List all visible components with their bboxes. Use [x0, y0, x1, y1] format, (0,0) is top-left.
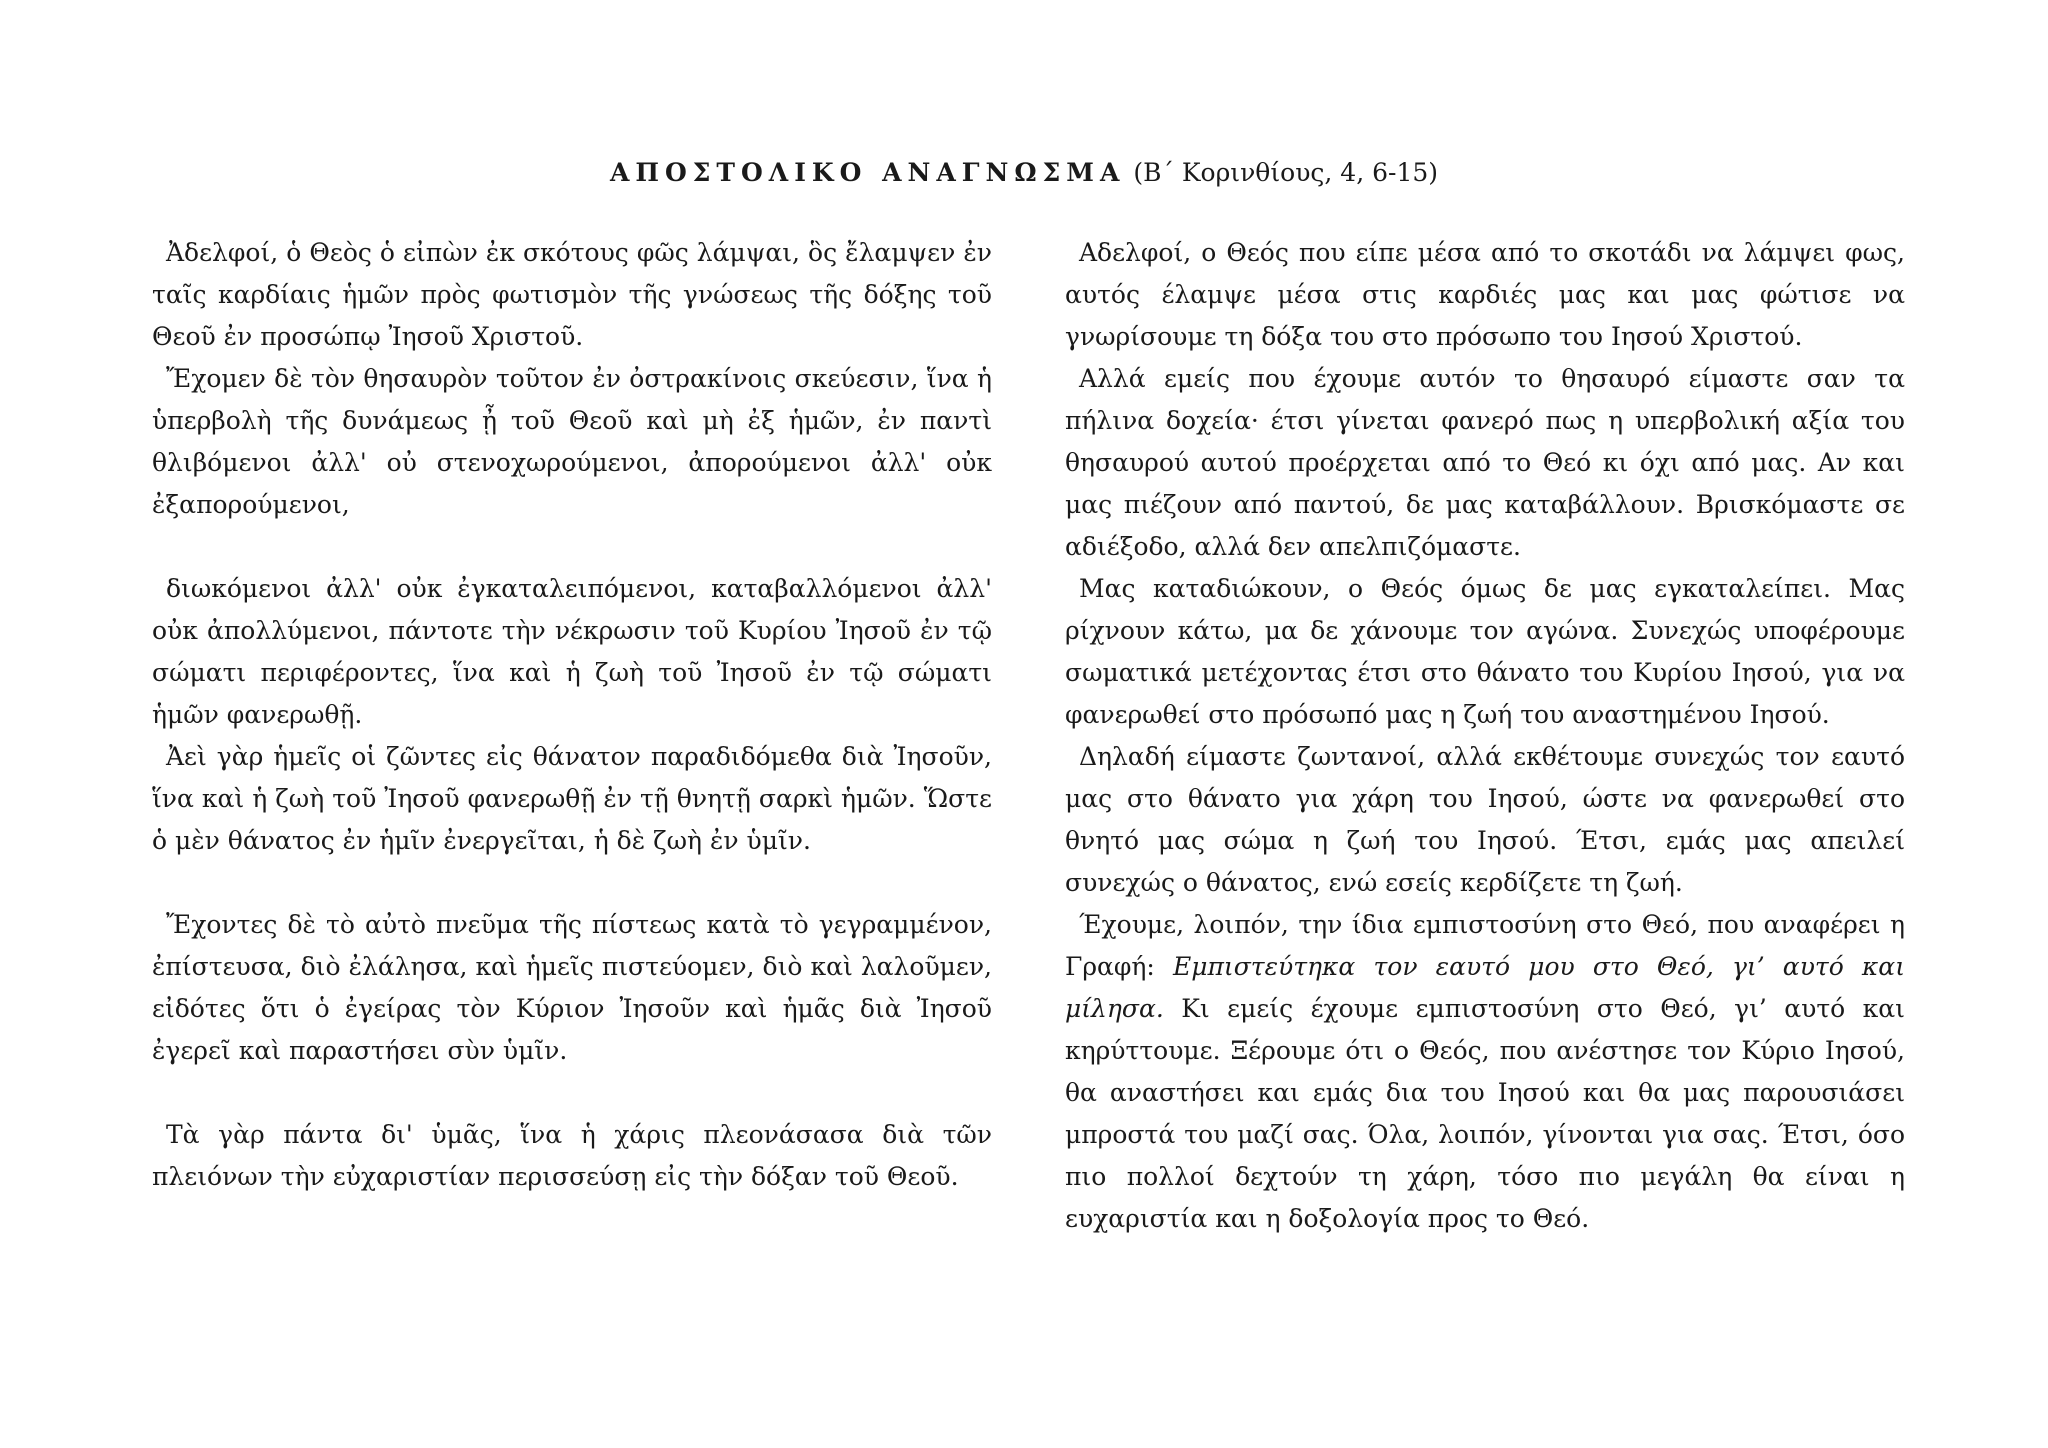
- right-paragraph-3: Μας καταδιώκουν, ο Θεός όμως δε μας εγκαταλείπει. Μας ρίχνουν κάτω, μα δε χάνουμε τον αγώνα. Συνεχώς υποφέρουμε σωματικά μετέχοντας έτσι στο θάνατο του Κυρίου Ιησού, για να φανερωθεί στο πρόσωπό μας η ζωή του αναστημένου Ιησού.: [1065, 574, 1905, 729]
- right-paragraph-5-intro: Έχουμε, λοιπόν, την ίδια εμπιστοσύνη στο Θεό, που αναφέρει η Γραφή:: [1065, 910, 1905, 981]
- left-paragraph-4: Ἀεὶ γὰρ ἡμεῖς οἱ ζῶντες εἰς θάνατον παραδιδόμεθα διὰ Ἰησοῦν, ἵνα καὶ ἡ ζωὴ τοῦ Ἰησοῦ φανερωθῇ ἐν τῇ θνητῇ σαρκὶ ἡμῶν. Ὥστε ὁ μὲν θάνατος ἐν ἡμῖν ἐνεργεῖται, ἡ δὲ ζωὴ ἐν ὑμῖν.: [152, 742, 992, 855]
- page-title: [0, 155, 2048, 191]
- right-paragraph-1: Αδελφοί, ο Θεός που είπε μέσα από το σκοτάδι να λάμψει φως, αυτός έλαμψε μέσα στις καρδιές μας και μας φώτισε να γνωρίσουμε τη δόξα του στο πρόσωπο του Ιησού Χριστού.: [1065, 238, 1905, 351]
- right-paragraph-5-rest: Κι εμείς έχουμε εμπιστοσύνη στο Θεό, γι’ αυτό και κηρύττουμε. Ξέρουμε ότι ο Θεός, που ανέστησε τον Κύριο Ιησού, θα αναστήσει και εμάς δια του Ιησού και θα μας παρουσιάσει μπροστά του μαζί σας. Όλα, λοιπόν, γίνονται για σας. Έτσι, όσο πιο πολλοί δεχτούν τη χάρη, τόσο πιο μεγάλη θα είναι η ευχαριστία και η δοξολογία προς το Θεό.: [1065, 994, 1905, 1233]
- title-reference: (Β΄ Κορινθίους, 4, 6-15): [1133, 158, 1439, 187]
- modern-greek-column: [1065, 232, 1905, 1240]
- left-paragraph-3: διωκόμενοι ἀλλ' οὐκ ἐγκαταλειπόμενοι, καταβαλλόμενοι ἀλλ' οὐκ ἀπολλύμενοι, πάντοτε τὴν νέκρωσιν τοῦ Κυρίου Ἰησοῦ ἐν τῷ σώματι περιφέροντες, ἵνα καὶ ἡ ζωὴ τοῦ Ἰησοῦ ἐν τῷ σώματι ἡμῶν φανερωθῇ.: [152, 574, 992, 729]
- ancient-greek-column: [152, 232, 992, 1198]
- scripture-quote: Εμπιστεύτηκα τον εαυτό μου στο Θεό, γι’ αυτό και μίλησα.: [1065, 952, 1905, 1023]
- left-paragraph-2: Ἔχομεν δὲ τὸν θησαυρὸν τοῦτον ἐν ὀστρακίνοις σκεύεσιν, ἵνα ἡ ὑπερβολὴ τῆς δυνάμεως ᾖ τοῦ Θεοῦ καὶ μὴ ἐξ ἡμῶν, ἐν παντὶ θλιβόμενοι ἀλλ' οὐ στενοχωρούμενοι, ἀπορούμενοι ἀλλ' οὐκ ἐξαπορούμενοι,: [152, 364, 992, 519]
- right-paragraph-4: Δηλαδή είμαστε ζωντανοί, αλλά εκθέτουμε συνεχώς τον εαυτό μας στο θάνατο για χάρη του Ιησού, ώστε να φανερωθεί στο θνητό μας σώμα η ζωή του Ιησού. Έτσι, εμάς μας απειλεί συνεχώς ο θάνατος, ενώ εσείς κερδίζετε τη ζωή.: [1065, 742, 1905, 897]
- left-paragraph-5: Ἔχοντες δὲ τὸ αὐτὸ πνεῦμα τῆς πίστεως κατὰ τὸ γεγραμμένον, ἐπίστευσα, διὸ ἐλάλησα, καὶ ἡμεῖς πιστεύομεν, διὸ καὶ λαλοῦμεν, εἰδότες ὅτι ὁ ἐγείρας τὸν Κύριον Ἰησοῦν καὶ ἡμᾶς διὰ Ἰησοῦ ἐγερεῖ καὶ παραστήσει σὺν ὑμῖν.: [152, 910, 992, 1065]
- title-main: ΑΠΟΣΤΟΛΙΚΟ ΑΝΑΓΝΩΣΜΑ: [609, 158, 1126, 187]
- left-paragraph-6: Τὰ γὰρ πάντα δι' ὑμᾶς, ἵνα ἡ χάρις πλεονάσασα διὰ τῶν πλειόνων τὴν εὐχαριστίαν περισσεύσῃ εἰς τὴν δόξαν τοῦ Θεοῦ.: [152, 1120, 992, 1191]
- right-paragraph-5: [1065, 904, 1905, 1240]
- right-paragraph-2: Αλλά εμείς που έχουμε αυτόν το θησαυρό είμαστε σαν τα πήλινα δοχεία· έτσι γίνεται φανερό πως η υπερβολική αξία του θησαυρού αυτού προέρχεται από το Θεό κι όχι από μας. Αν και μας πιέζουν από παντού, δε μας καταβάλλουν. Βρισκόμαστε σε αδιέξοδο, αλλά δεν απελπιζόμαστε.: [1065, 364, 1905, 561]
- left-paragraph-1: Ἀδελφοί, ὁ Θεὸς ὁ εἰπὼν ἐκ σκότους φῶς λάμψαι, ὃς ἔλαμψεν ἐν ταῖς καρδίαις ἡμῶν πρὸς φωτισμὸν τῆς γνώσεως τῆς δόξης τοῦ Θεοῦ ἐν προσώπῳ Ἰησοῦ Χριστοῦ.: [152, 238, 992, 351]
